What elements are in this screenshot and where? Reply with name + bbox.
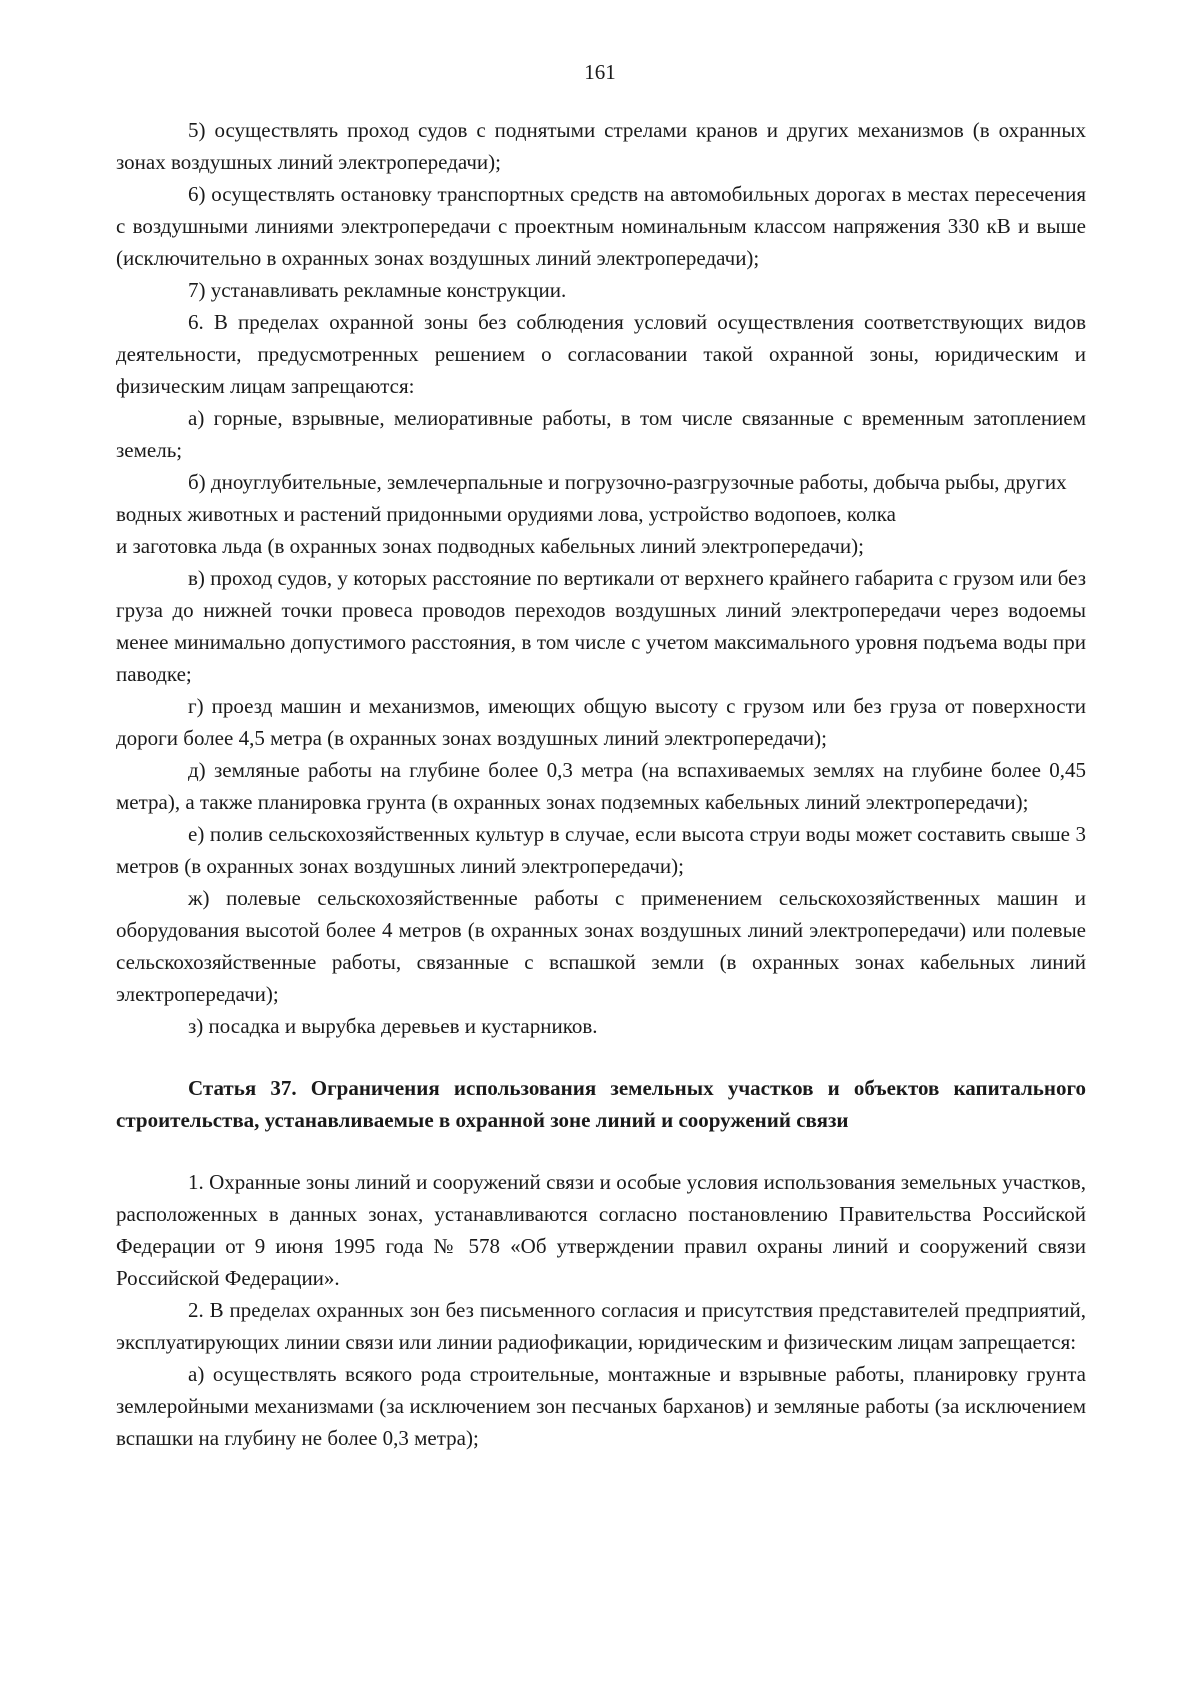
paragraph-subitem-d: д) земляные работы на глубине более 0,3 метра (на вспахиваемых землях на глубине более 0,45 метра), а также планировка грунта (в охранных зонах подземных кабельных линий электропередачи);	[116, 758, 1086, 814]
paragraph-item-6: 6) осуществлять остановку транспортных средств на автомобильных дорогах в местах пересечения с воздушными линиями электропередачи с проектным номинальным классом напряжения 330 кВ и выше (исключительно в охранных зонах воздушных линий электропередачи);	[116, 182, 1086, 270]
paragraph-item-5: 5) осуществлять проход судов с поднятыми стрелами кранов и других механизмов (в охранных зонах воздушных линий электропередачи);	[116, 118, 1086, 174]
page-content	[116, 114, 1086, 1454]
paragraph-subitem-b-continuation: и заготовка льда (в охранных зонах подводных кабельных линий электропередачи);	[116, 534, 865, 558]
paragraph-subitem-b: б) дноуглубительные, землечерпальные и погрузочно-разгрузочные работы, добыча рыбы, других водных животных и растений придонными орудиями лова, устройство водопоев, колка	[116, 470, 1067, 526]
page-number: 161	[584, 60, 616, 84]
article-heading: Статья 37. Ограничения использования земельных участков и объектов капитального строительства, устанавливаемые в охранной зоне линий и сооружений связи	[116, 1076, 1086, 1132]
paragraph-item-7: 7) устанавливать рекламные конструкции.	[188, 278, 567, 302]
paragraph-subitem-g: г) проезд машин и механизмов, имеющих общую высоту с грузом или без груза от поверхности дороги более 4,5 метра (в охранных зонах воздушных линий электропередачи);	[116, 694, 1086, 750]
paragraph-subitem-e: е) полив сельскохозяйственных культур в случае, если высота струи воды может составить свыше 3 метров (в охранных зонах воздушных линий электропередачи);	[116, 822, 1086, 878]
paragraph-subitem-a: а) горные, взрывные, мелиоративные работы, в том числе связанные с временным затоплением земель;	[116, 406, 1086, 462]
paragraph-article-37-point-2: 2. В пределах охранных зон без письменного согласия и присутствия представителей предприятий, эксплуатирующих линии связи или линии радиофикации, юридическим и физическим лицам запрещается:	[116, 1298, 1086, 1354]
paragraph-subitem-v: в) проход судов, у которых расстояние по вертикали от верхнего крайнего габарита с грузом или без груза до нижней точки провеса проводов переходов воздушных линий электропередачи через водоемы менее минимально допустимого расстояния, в том числе с учетом максимального уровня подъема воды при паводке;	[116, 566, 1086, 686]
paragraph-subitem-zh: ж) полевые сельскохозяйственные работы с применением сельскохозяйственных машин и оборудования высотой более 4 метров (в охранных зонах воздушных линий электропередачи) или полевые сельскохозяйственные работы, связанные с вспашкой земли (в охранных зонах кабельных линий электропередачи);	[116, 886, 1086, 1006]
paragraph-point-6: 6. В пределах охранной зоны без соблюдения условий осуществления соответствующих видов деятельности, предусмотренных решением о согласовании такой охранной зоны, юридическим и физическим лицам запрещаются:	[116, 310, 1086, 398]
paragraph-subitem-z: з) посадка и вырубка деревьев и кустарников.	[188, 1014, 598, 1038]
paragraph-article-37-point-1: 1. Охранные зоны линий и сооружений связи и особые условия использования земельных участков, расположенных в данных зонах, устанавливаются согласно постановлению Правительства Российской Федерации от 9 июня 1995 года № 578 «Об утверждении правил охраны линий и сооружений связи Российской Федерации».	[116, 1170, 1086, 1290]
paragraph-article-37-subitem-a: а) осуществлять всякого рода строительные, монтажные и взрывные работы, планировку грунта землеройными механизмами (за исключением зон песчаных барханов) и земляные работы (за исключением вспашки на глубину не более 0,3 метра);	[116, 1362, 1086, 1450]
